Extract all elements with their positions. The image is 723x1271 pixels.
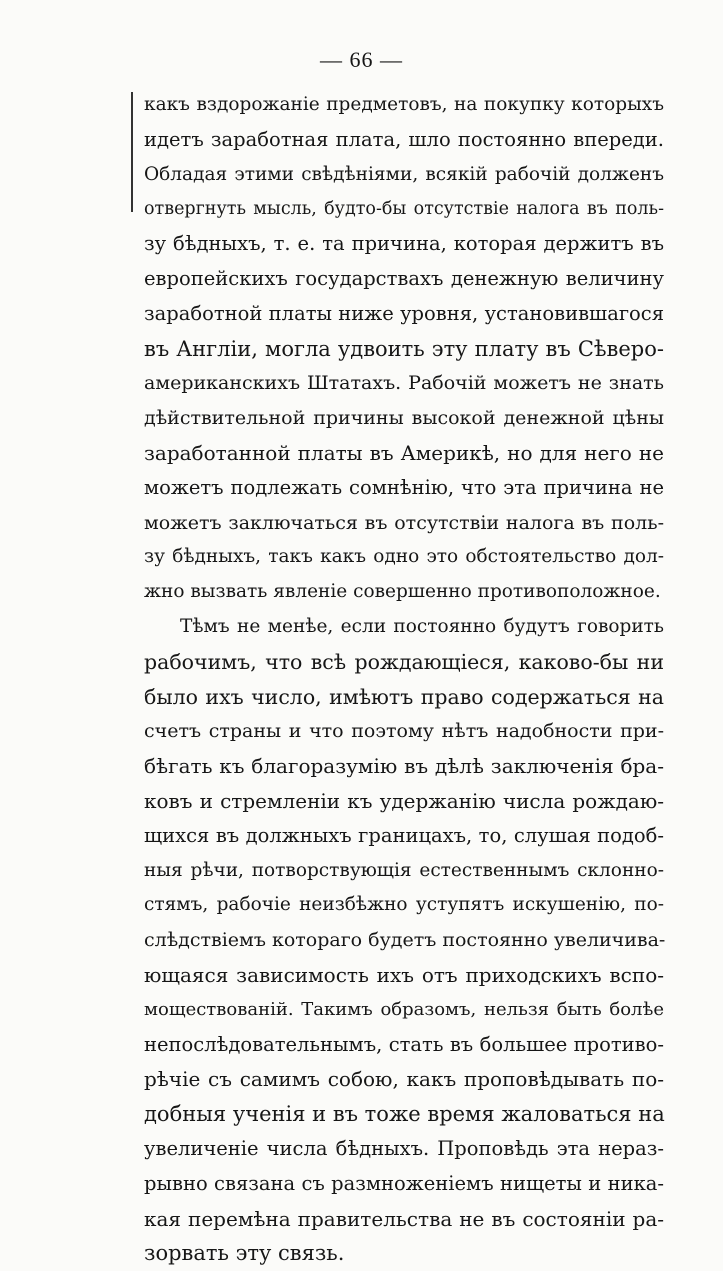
text-line: добныя ученія и въ тоже время жаловаться на — [144, 1102, 665, 1127]
text-line: рѣчіе съ самимъ собою, какъ проповѣдывать по- — [144, 1067, 664, 1092]
text-line: Обладая этими свѣдѣніями, всякій рабочій долженъ — [144, 163, 664, 185]
text-line: было ихъ число, имѣютъ право содержаться на — [144, 684, 664, 709]
text-line: рывно связана съ размноженіемъ нищеты и ника- — [144, 1171, 664, 1195]
text-line: непослѣдовательнымъ, стать въ большее противо- — [144, 1032, 664, 1056]
text-line: зорвать эту связь. — [144, 1241, 345, 1266]
text-line: зу бѣдныхъ, такъ какъ одно это обстоятельство дол- — [144, 546, 664, 568]
text-line: бѣгать къ благоразумію въ дѣлѣ заключенія бра- — [144, 754, 664, 779]
text-line: можетъ подлежать сомнѣнію, что эта причина не — [144, 475, 664, 499]
text-line: американскихъ Штатахъ. Рабочій можетъ не знать — [144, 372, 664, 395]
text-line: какъ вздорожаніе предметовъ, на покупку которыхъ — [144, 94, 664, 115]
text-line: заработной платы ниже уровня, установившагося — [144, 301, 664, 325]
text-line: Тѣмъ не менѣе, если постоянно будутъ говорить — [180, 615, 664, 637]
text-line: зу бѣдныхъ, т. е. та причина, которая держитъ въ — [144, 232, 664, 256]
text-line: ковъ и стремленіи къ удержанію числа рождаю- — [144, 788, 664, 813]
text-line: отвергнуть мысль, будто-бы отсутствіе налога въ поль- — [144, 199, 664, 220]
text-line: въ Англіи, могла удвоить эту плату въ Сѣверо- — [144, 336, 664, 361]
text-line: кая перемѣна правительства не въ состояніи ра- — [144, 1206, 664, 1231]
text-line: щихся въ должныхъ границахъ, то, слушая подоб- — [144, 823, 664, 847]
text-line: счетъ страны и что поэтому нѣтъ надобности при- — [144, 720, 664, 743]
text-line: ныя рѣчи, потворствующія естественнымъ склонно- — [144, 859, 664, 881]
text-line: можетъ заключаться въ отсутствіи налога въ поль- — [144, 511, 664, 534]
margin-mark — [131, 92, 133, 212]
body-text — [144, 88, 664, 1271]
text-line: идетъ заработная плата, шло постоянно впереди. — [144, 127, 664, 151]
text-line: слѣдствіемъ котораго будетъ постоянно увеличива- — [144, 929, 666, 952]
text-line: рабочимъ, что всѣ рождающіеся, каково-бы ни — [144, 649, 664, 674]
page-number: — 66 — — [320, 47, 403, 72]
text-line: стямъ, рабочіе неизбѣжно уступятъ искушенію, по- — [144, 894, 664, 916]
text-line: европейскихъ государствахъ денежную величину — [144, 266, 664, 290]
text-line: моществованій. Такимъ образомъ, нельзя быть болѣе — [144, 998, 664, 1020]
text-line: ющаяся зависимость ихъ отъ приходскихъ вспо- — [144, 962, 664, 987]
text-line: заработанной платы въ Америкѣ, но для него не — [144, 440, 664, 465]
text-line: жно вызвать явленіе совершенно противоположное. — [144, 581, 661, 603]
text-line: дѣйствительной причины высокой денежной цѣны — [144, 407, 664, 430]
text-line: увеличеніе числа бѣдныхъ. Проповѣдь эта нераз- — [144, 1136, 664, 1160]
